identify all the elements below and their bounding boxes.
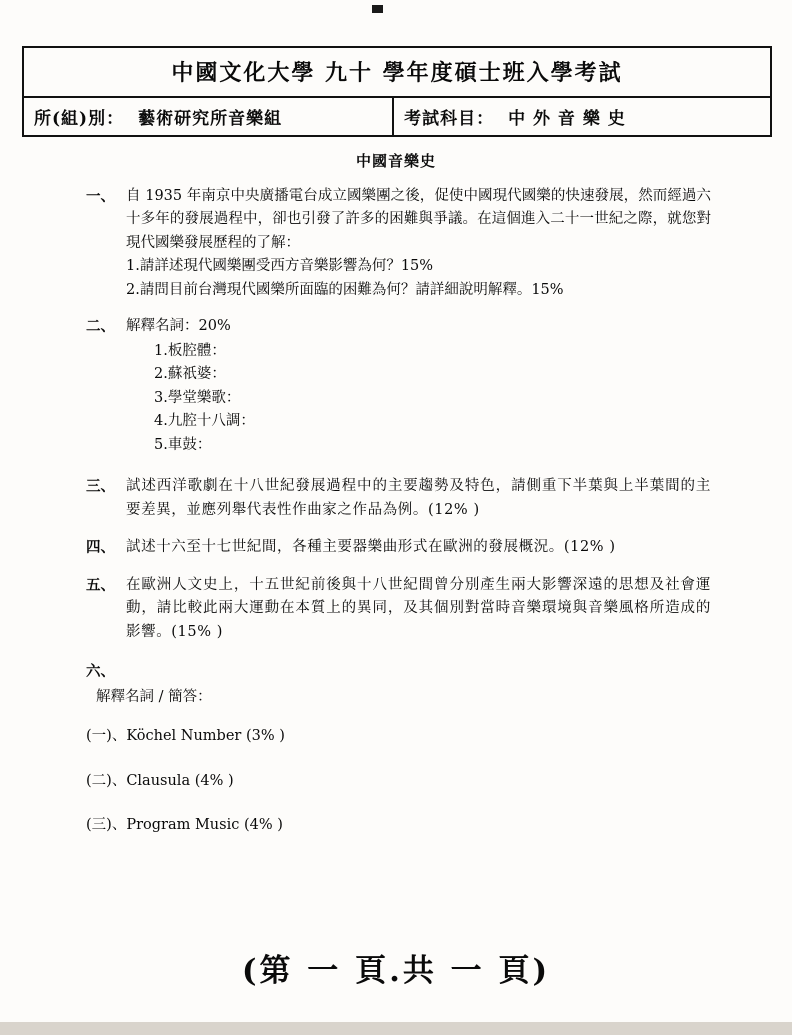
sublist-item: 1.板腔體：	[154, 342, 226, 359]
department-cell	[24, 98, 394, 135]
question-item	[86, 536, 711, 559]
question-body	[126, 536, 711, 559]
question-paragraph: 2.請問目前台灣現代國樂所面臨的困難為何？請詳細說明解釋。15%	[126, 281, 564, 298]
question-six-subtitle: 解釋名詞 / 簡答：	[96, 688, 212, 705]
question-item	[86, 475, 711, 522]
sublist-item: 4.九腔十八調：	[154, 413, 255, 430]
department-value: 藝術研究所音樂組	[138, 109, 283, 129]
question-six-item: (二)、Clausula (4% )	[86, 772, 234, 789]
questions-container	[86, 185, 711, 859]
question-body	[126, 315, 711, 457]
page-footer: (第 一 頁.共 一 頁)	[241, 953, 551, 989]
scan-edge	[0, 1022, 792, 1035]
question-sublist	[154, 340, 711, 457]
subject-cell	[394, 98, 770, 135]
department-label: 所(組)別：	[34, 109, 125, 129]
question-paragraph: 在歐洲人文史上，十五世紀前後與十八世紀間曾分別產生兩大影響深遠的思想及社會運動，請比較此兩大運動在本質上的異同，及其個別對當時音樂環境與音樂風格所造成的影響。(15% )	[126, 576, 711, 640]
question-paragraph: 自 1935 年南京中央廣播電台成立國樂團之後，促使中國現代國樂的快速發展，然而經過六十多年的發展過程中，卻也引發了許多的困難與爭議。在這個進入二十一世紀之際，就您對現代國樂發展歷程的了解：	[126, 188, 711, 251]
section-title: 中國音樂史	[355, 152, 436, 170]
question-number: 一、	[86, 188, 115, 205]
exam-header-row	[24, 98, 770, 135]
sublist-item: 5.車鼓：	[154, 436, 212, 453]
question-body	[126, 475, 711, 522]
sublist-item: 3.學堂樂歌：	[154, 389, 241, 406]
question-paragraph: 解釋名詞：20%	[126, 318, 231, 335]
question-six	[86, 660, 711, 837]
sublist-item: 2.蘇祇婆：	[154, 366, 226, 383]
question-number: 五、	[86, 576, 115, 594]
subject-value: 中 外 音 樂 史	[508, 109, 626, 129]
registration-mark	[372, 5, 383, 13]
exam-header-box	[22, 46, 772, 137]
question-paragraph: 試述十六至十七世紀間，各種主要器樂曲形式在歐洲的發展概況。(12% )	[126, 539, 616, 556]
question-six-item: (一)、Köchel Number (3% )	[86, 728, 285, 745]
question-item	[86, 185, 711, 302]
question-body	[126, 185, 711, 302]
question-body	[126, 574, 711, 644]
question-six-item: (三)、Program Music (4% )	[86, 817, 283, 834]
exam-title: 中國文化大學 九十 學年度碩士班入學考試	[24, 48, 770, 98]
subject-label: 考試科目：	[404, 109, 495, 129]
question-number: 六、	[86, 663, 115, 681]
question-number: 三、	[86, 478, 115, 496]
question-number: 四、	[86, 539, 115, 557]
question-number: 二、	[86, 318, 115, 336]
question-paragraph: 試述西洋歌劇在十八世紀發展過程中的主要趨勢及特色，請側重下半葉與上半葉間的主要差異，並應列舉代表性作曲家之作品為例。(12% )	[126, 478, 711, 518]
question-item	[86, 574, 711, 644]
question-item	[86, 315, 711, 457]
question-paragraph: 1.請詳述現代國樂團受西方音樂影響為何？15%	[126, 258, 434, 275]
